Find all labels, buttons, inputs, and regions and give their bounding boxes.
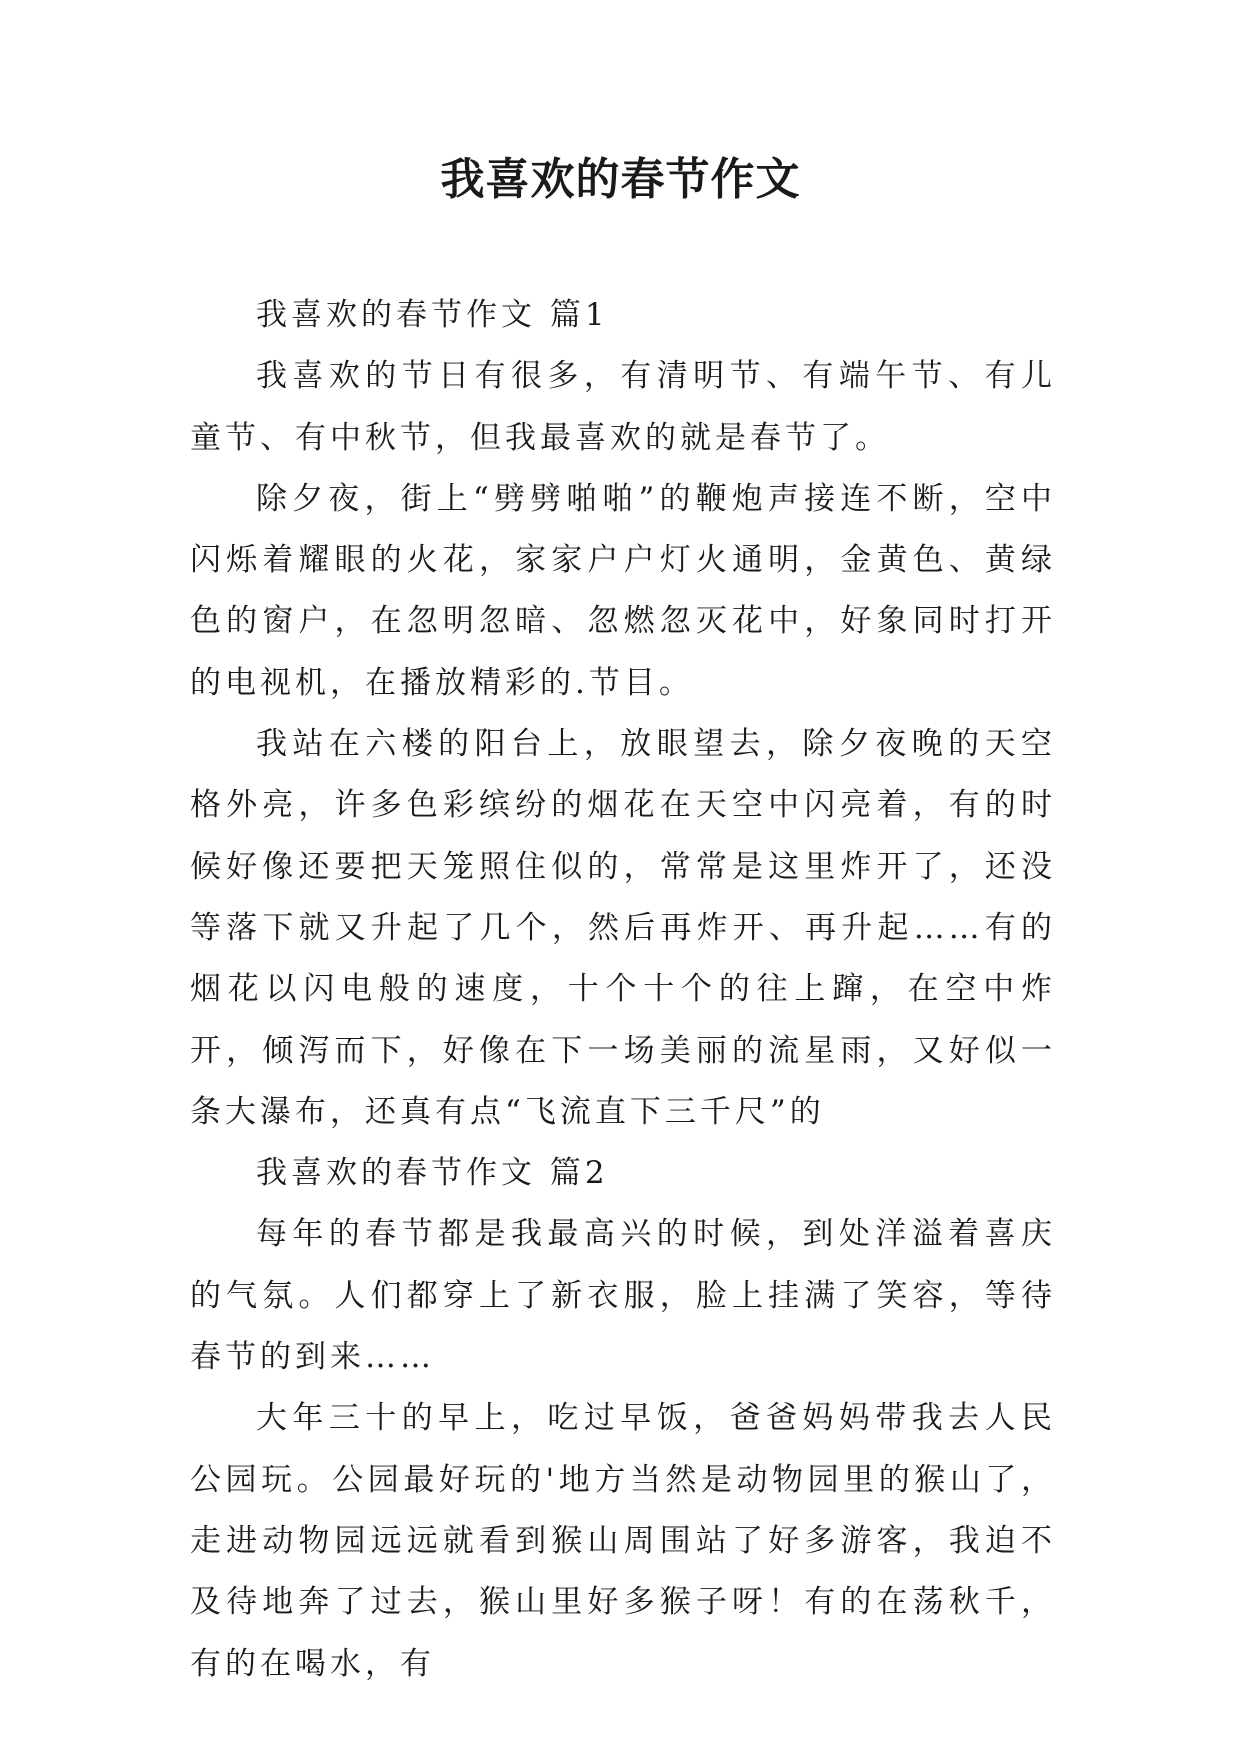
document-title: 我喜欢的春节作文 [440, 154, 801, 205]
paragraph: 大年三十的早上，吃过早饭，爸爸妈妈带我去人民公园玩。公园最好玩的'地方当然是动物园里的猴山了，走进动物园远远就看到猴山周围站了好多游客，我迫不及待地奔了过去，猴山里好多猴子呀！有的在荡秋千，有的在喝水，有 [190, 1400, 1056, 1682]
paragraph: 除夕夜，街上“劈劈啪啪”的鞭炮声接连不断，空中闪烁着耀眼的火花，家家户户灯火通明，金黄色、黄绿色的窗户，在忽明忽暗、忽燃忽灭花中，好象同时打开的电视机，在播放精彩的.节目。 [190, 480, 1056, 701]
paragraph: 我喜欢的节日有很多，有清明节、有端午节、有儿童节、有中秋节，但我最喜欢的就是春节了。 [190, 358, 1056, 456]
paragraph: 我站在六楼的阳台上，放眼望去，除夕夜晚的天空格外亮，许多色彩缤纷的烟花在天空中闪亮着，有的时候好像还要把天笼照住似的，常常是这里炸开了，还没等落下就又升起了几个，然后再炸开、再升起……有的烟花以闪电般的速度，十个十个的往上蹿，在空中炸开，倾泻而下，好像在下一场美丽的流星雨，又好似一条大瀑布，还真有点“飞流直下三千尺”的 [190, 726, 1056, 1130]
document-body [190, 285, 1056, 1695]
section-heading-2: 我喜欢的春节作文 篇2 [256, 1155, 609, 1192]
section-heading-1: 我喜欢的春节作文 篇1 [256, 297, 609, 333]
paragraph: 每年的春节都是我最高兴的时候，到处洋溢着喜庆的气氛。人们都穿上了新衣服，脸上挂满了笑容，等待春节的到来…… [190, 1216, 1056, 1376]
